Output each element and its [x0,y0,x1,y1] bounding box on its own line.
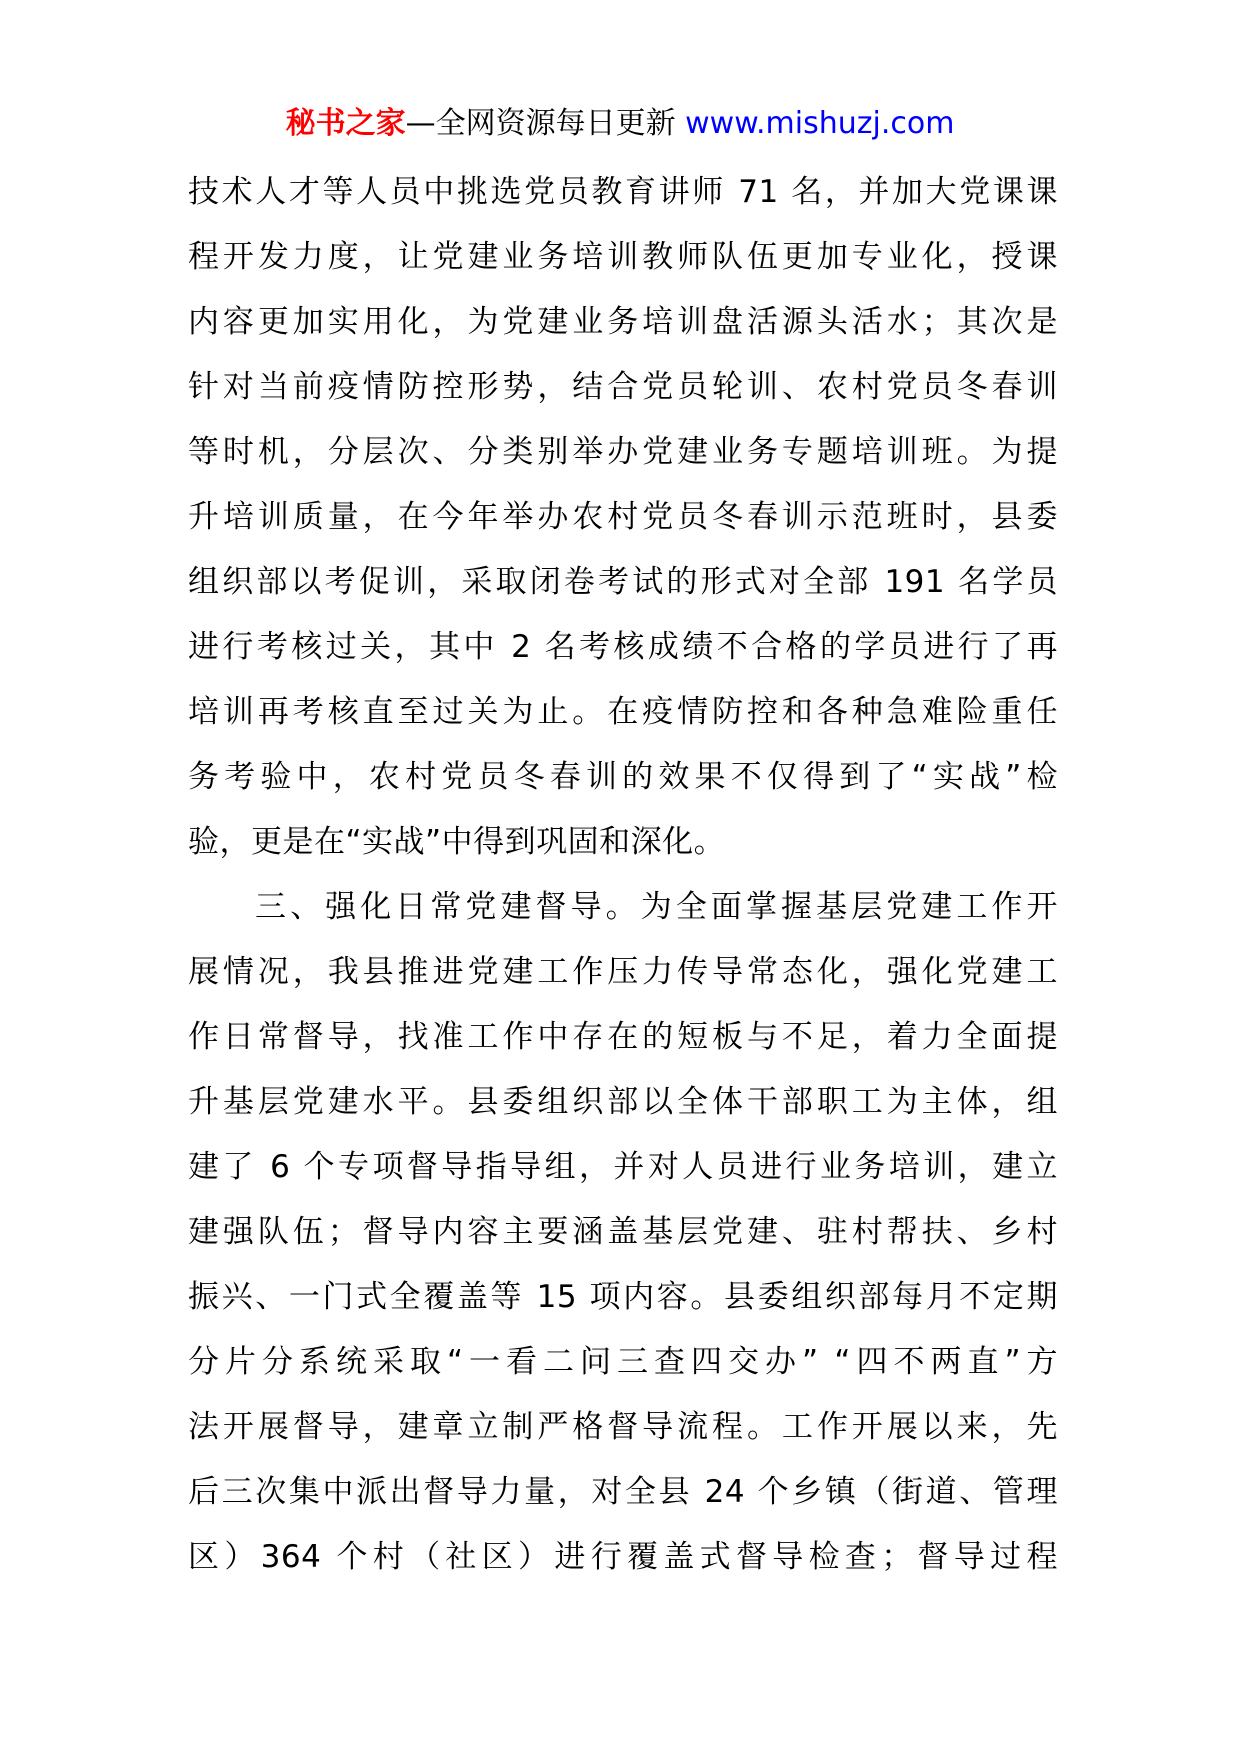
text-line: 分片分系统采取“一看二问三查四交办” “四不两直”方 [188,1344,1058,1380]
text-line: 升培训质量，在今年举办农村党员冬春训示范班时，县委 [188,499,1058,535]
text-line: 法开展督导，建章立制严格督导流程。工作开展以来，先 [188,1409,1058,1445]
text-line: 振兴、一门式全覆盖等 15 项内容。县委组织部每月不定期 [188,1279,1058,1315]
text-line: 区）364 个村（社区）进行覆盖式督导检查；督导过程 [188,1539,1058,1575]
text-line: 等时机，分层次、分类别举办党建业务专题培训班。为提 [188,434,1058,470]
page-header [0,102,1240,146]
text-line: 针对当前疫情防控形势，结合党员轮训、农村党员冬春训 [188,369,1058,405]
text-line: 内容更加实用化，为党建业务培训盘活源头活水；其次是 [188,304,1058,340]
paragraph-end-line: 验，更是在“实战”中得到巩固和深化。 [188,824,726,860]
text-line: 升基层党建水平。县委组织部以全体干部职工为主体，组 [188,1084,1058,1120]
text-line: 展情况，我县推进党建工作压力传导常态化，强化党建工 [188,954,1058,990]
text-line: 进行考核过关，其中 2 名考核成绩不合格的学员进行了再 [188,629,1058,665]
brand-name: 秘书之家 [285,106,406,141]
text-line: 务考验中，农村党员冬春训的效果不仅得到了“实战”检 [188,759,1058,795]
text-line: 组织部以考促训，采取闭卷考试的形式对全部 191 名学员 [188,564,1058,600]
text-line: 技术人才等人员中挑选党员教育讲师 71 名，并加大党课课 [188,174,1058,210]
text-line: 建了 6 个专项督导指导组，并对人员进行业务培训，建立 [188,1149,1058,1185]
site-url-link[interactable]: www.mishuzj.com [685,106,955,141]
text-line: 程开发力度，让党建业务培训教师队伍更加专业化，授课 [188,239,1058,275]
text-line: 作日常督导，找准工作中存在的短板与不足，着力全面提 [188,1019,1058,1055]
text-line: 后三次集中派出督导力量，对全县 24 个乡镇（街道、管理 [188,1474,1058,1510]
section-heading-line: 三、强化日常党建督导。为全面掌握基层党建工作开 [255,889,1058,925]
header-tagline: —全网资源每日更新 [405,106,686,141]
document-body [188,160,1058,1590]
text-line: 培训再考核直至过关为止。在疫情防控和各种急难险重任 [188,694,1058,730]
text-line: 建强队伍；督导内容主要涵盖基层党建、驻村帮扶、乡村 [188,1214,1058,1250]
